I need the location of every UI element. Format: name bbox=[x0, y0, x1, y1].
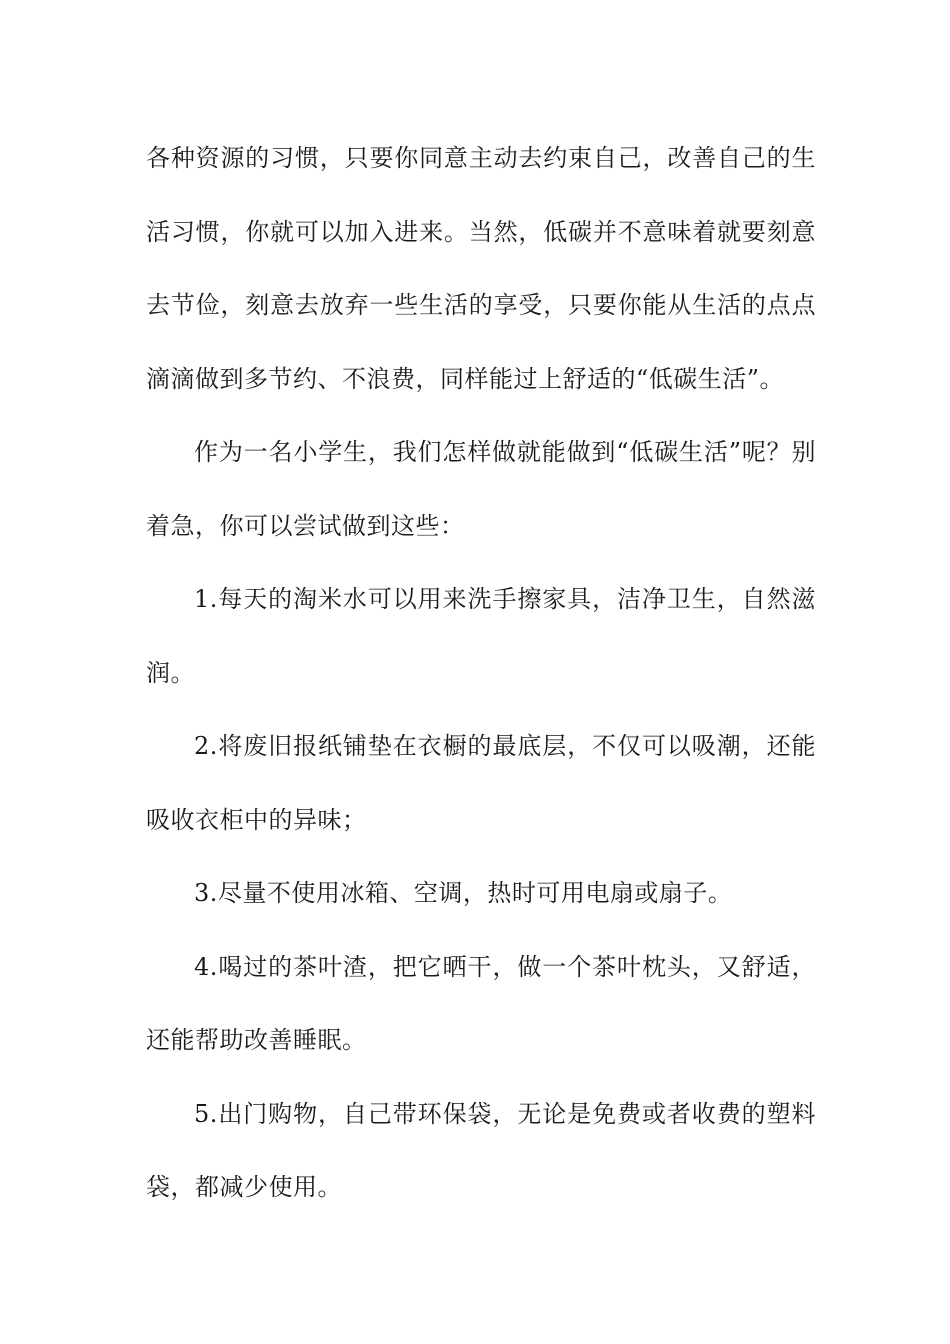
list-item-1: 1.每天的淘米水可以用来洗手擦家具，洁净卫生，自然滋润。 bbox=[146, 585, 816, 687]
paragraph-question: 作为一名小学生，我们怎样做就能做到“低碳生活”呢？别着急，你可以尝试做到这些： bbox=[146, 438, 816, 540]
list-item-4: 4.喝过的茶叶渣，把它晒干，做一个茶叶枕头，又舒适，还能帮助改善睡眠。 bbox=[146, 952, 816, 1054]
list-item-2: 2.将废旧报纸铺垫在衣橱的最底层，不仅可以吸潮，还能吸收衣柜中的异味； bbox=[146, 732, 816, 834]
list-item-3: 3.尽量不使用冰箱、空调，热时可用电扇或扇子。 bbox=[194, 879, 733, 907]
paragraph-continuation: 各种资源的习惯，只要你同意主动去约束自己，改善自己的生活习惯，你就可以加入进来。当然，低碳并不意味着就要刻意去节俭，刻意去放弃一些生活的享受，只要你能从生活的点点滴滴做到多节约、不浪费，同样能过上舒适的“低碳生活”。 bbox=[146, 144, 816, 393]
body-text bbox=[146, 122, 816, 1225]
list-item-5: 5.出门购物，自己带环保袋，无论是免费或者收费的塑料袋，都减少使用。 bbox=[146, 1099, 816, 1201]
